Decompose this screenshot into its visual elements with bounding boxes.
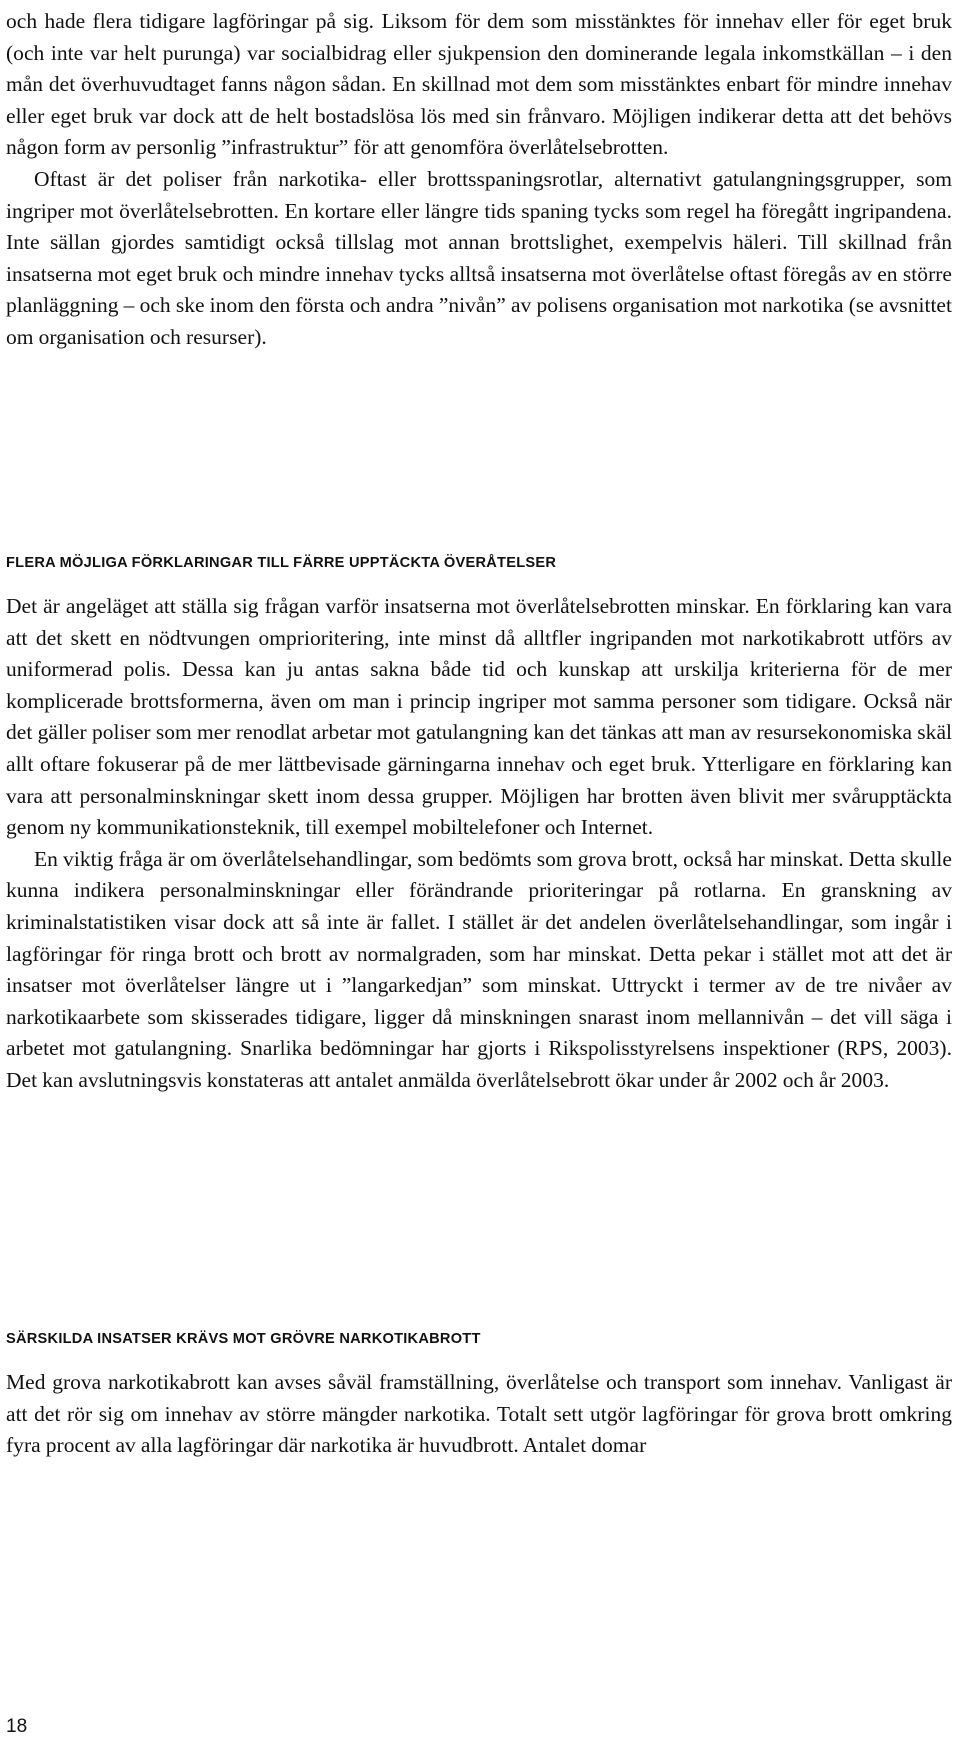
- paragraph: och hade flera tidigare lagföringar på sig. Liksom för dem som misstänktes för innehav eller för eget bruk (och inte var helt purunga) var socialbidrag eller sjukpension den dominerande legala inkomstkällan – i den mån det överhuvudtaget fanns någon sådan. En skillnad mot dem som misstänktes enbart för mindre innehav eller eget bruk var dock att de helt bostadslösa lös med sin frånvaro. Möjligen indikerar detta att det behövs någon form av personlig ”infrastruktur” för att genomföra överlåtelsebrotten.: [6, 9, 952, 160]
- section-heading: FLERA MÖJLIGA FÖRKLARINGAR TILL FÄRRE UPPTÄCKTA ÖVERÅTELSER: [6, 555, 557, 571]
- paragraph: Med grova narkotikabrott kan avses såväl framställning, överlåtelse och transport som innehav. Vanligast är att det rör sig om innehav av större mängder narkotika. Totalt sett utgör lagföringar för grova brott omkring fyra procent av alla lagföringar där narkotika är huvudbrott. Antalet domar: [6, 1370, 952, 1458]
- paragraph: Oftast är det poliser från narkotika- eller brottsspaningsrotlar, alternativt gatulangningsgrupper, som ingriper mot överlåtelsebrotten. En kortare eller längre tids spaning tycks som regel ha föregått ingripandena. Inte sällan gjordes samtidigt också tillslag mot annan brottslighet, exempelvis häleri. Till skillnad från insatserna mot eget bruk och mindre innehav tycks alltså insatserna mot överlåtelse oftast föregås av en större planläggning – och ske inom den första och andra ”nivån” av polisens organisation mot narkotika (se avsnittet om organisation och resurser).: [6, 166, 952, 349]
- section-intro: [6, 6, 952, 354]
- section-explanations: [6, 591, 952, 1097]
- section-serious-crimes: [6, 1367, 952, 1462]
- paragraph: En viktig fråga är om överlåtelsehandlingar, som bedömts som grova brott, också har minskat. Detta skulle kunna indikera personalminskningar eller förändrande prioriteringar på rotlarna. En granskning av kriminalstatistiken visar dock att så inte är fallet. I stället är det andelen överlåtelsehandlingar, som ingår i lagföringar för ringa brott och brott av normalgraden, som har minskat. Detta pekar i stället mot att det är insatser mot överlåtelser längre ut i ”langarkedjan” som minskat. Uttryckt i termer av de tre nivåer av narkotikaarbete som skisserades tidigare, ligger då minskningen snarast inom mellannivån – det vill säga i arbetet mot gatulangning. Snarlika bedömningar har gjorts i Rikspolisstyrelsens inspektioner (RPS, 2003). Det kan avslutningsvis konstateras att antalet anmälda överlåtelsebrott ökar under år 2002 och år 2003.: [6, 846, 952, 1092]
- page-number: 18: [6, 1716, 28, 1737]
- paragraph: Det är angeläget att ställa sig frågan varför insatserna mot överlåtelsebrotten minskar. En förklaring kan vara att det skett en nödtvungen omprioritering, inte minst då alltfler ingripanden mot narkotikabrott utförs av uniformerad polis. Dessa kan ju antas sakna både tid och kunskap att urskilja kriterierna för de mer komplicerade brottsformerna, även om man i princip ingriper mot samma personer som tidigare. Också när det gäller poliser som mer renodlat arbetar mot gatulangning kan det tänkas att man av resursekonomiska skäl allt oftare fokuserar på de mer lättbevisade gärningarna innehav och eget bruk. Ytterligare en förklaring kan vara att personalminskningar skett inom dessa grupper. Möjligen har brotten även blivit mer svårupptäckta genom ny kommunikationsteknik, till exempel mobiltelefoner och Internet.: [6, 594, 952, 840]
- section-heading: SÄRSKILDA INSATSER KRÄVS MOT GRÖVRE NARKOTIKABROTT: [6, 1331, 481, 1347]
